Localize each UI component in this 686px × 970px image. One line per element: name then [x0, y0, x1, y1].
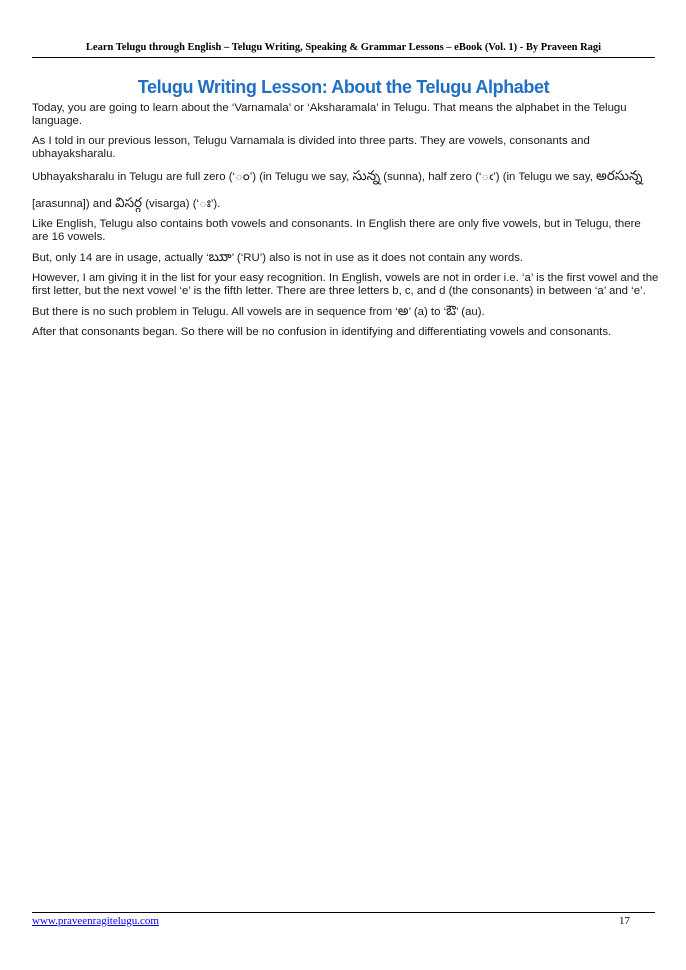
header-divider	[32, 57, 655, 58]
website-link[interactable]: www.praveenragitelugu.com	[32, 915, 159, 927]
text-segment: ’).	[210, 198, 221, 210]
text-segment: But, only 14 are in usage, actually ‘	[32, 252, 209, 264]
text-segment: ’ (‘RU’) also is not in use as it does not contain any words.	[231, 252, 524, 264]
text-segment: (visarga) (‘	[142, 198, 200, 210]
paragraph-vowel-usage	[32, 251, 660, 265]
paragraph-ubhayaksharalu	[32, 163, 660, 217]
paragraph-vowel-order: However, I am giving it in the list for your easy recognition. In English, vowels are not in order i.e. ‘a’ is the first vowel and the first letter, but the next vowel ‘e’ is the fifth letter. There are three letters b, c, and d (the consonants) in between ‘a’ and ‘e’.	[32, 272, 659, 297]
telugu-word-visarga: విసర్గ	[114, 195, 143, 211]
running-header: Learn Telugu through English – Telugu Writing, Speaking & Grammar Lessons – eBook (Vol. 1) - By Praveen Ragi	[85, 42, 602, 53]
full-zero-glyph: ం	[235, 168, 250, 184]
visarga-glyph: ః	[199, 195, 211, 211]
paragraph-intro: Today, you are going to learn about the ‘Varnamala’ or ‘Aksharamala’ in Telugu. That means the alphabet in the Telugu language.	[32, 102, 627, 127]
text-segment: ’ (au).	[456, 306, 485, 318]
text-segment: ’ (a) to ‘	[408, 306, 447, 318]
half-zero-glyph: ఁ	[481, 168, 494, 184]
lesson-body	[32, 102, 660, 346]
footer-divider	[32, 912, 655, 913]
telugu-letter-ru: ఋా	[208, 249, 232, 265]
text-segment: [arasunna]) and	[32, 198, 115, 210]
text-segment: Ubhayaksharalu in Telugu are full zero (‘	[32, 171, 236, 183]
page-number: 17	[619, 915, 630, 927]
paragraph-parts: As I told in our previous lesson, Telugu Varnamala is divided into three parts. They are vowels, consonants and ubhayaksharalu.	[32, 135, 590, 160]
text-segment: (sunna), half zero (‘	[380, 171, 482, 183]
paragraph-vowel-sequence	[32, 305, 660, 319]
telugu-word-sunna: సున్న	[352, 168, 381, 184]
paragraph-vowel-count: Like English, Telugu also contains both vowels and consonants. In English there are only five vowels, but in Telugu, there are 16 vowels.	[32, 218, 641, 243]
telugu-letter-a: అ	[397, 303, 409, 319]
text-segment: ’) (in Telugu we say,	[493, 171, 597, 183]
text-segment: ’) (in Telugu we say,	[249, 171, 353, 183]
telugu-letter-au: ఔ	[446, 303, 457, 319]
telugu-word-arasunna: అరసున్న	[596, 168, 643, 184]
lesson-title: Telugu Writing Lesson: About the Telugu Alphabet	[137, 77, 550, 97]
paragraph-consonants: After that consonants began. So there will be no confusion in identifying and differentiating vowels and consonants.	[32, 326, 612, 338]
text-segment: But there is no such problem in Telugu. All vowels are in sequence from ‘	[32, 306, 398, 318]
